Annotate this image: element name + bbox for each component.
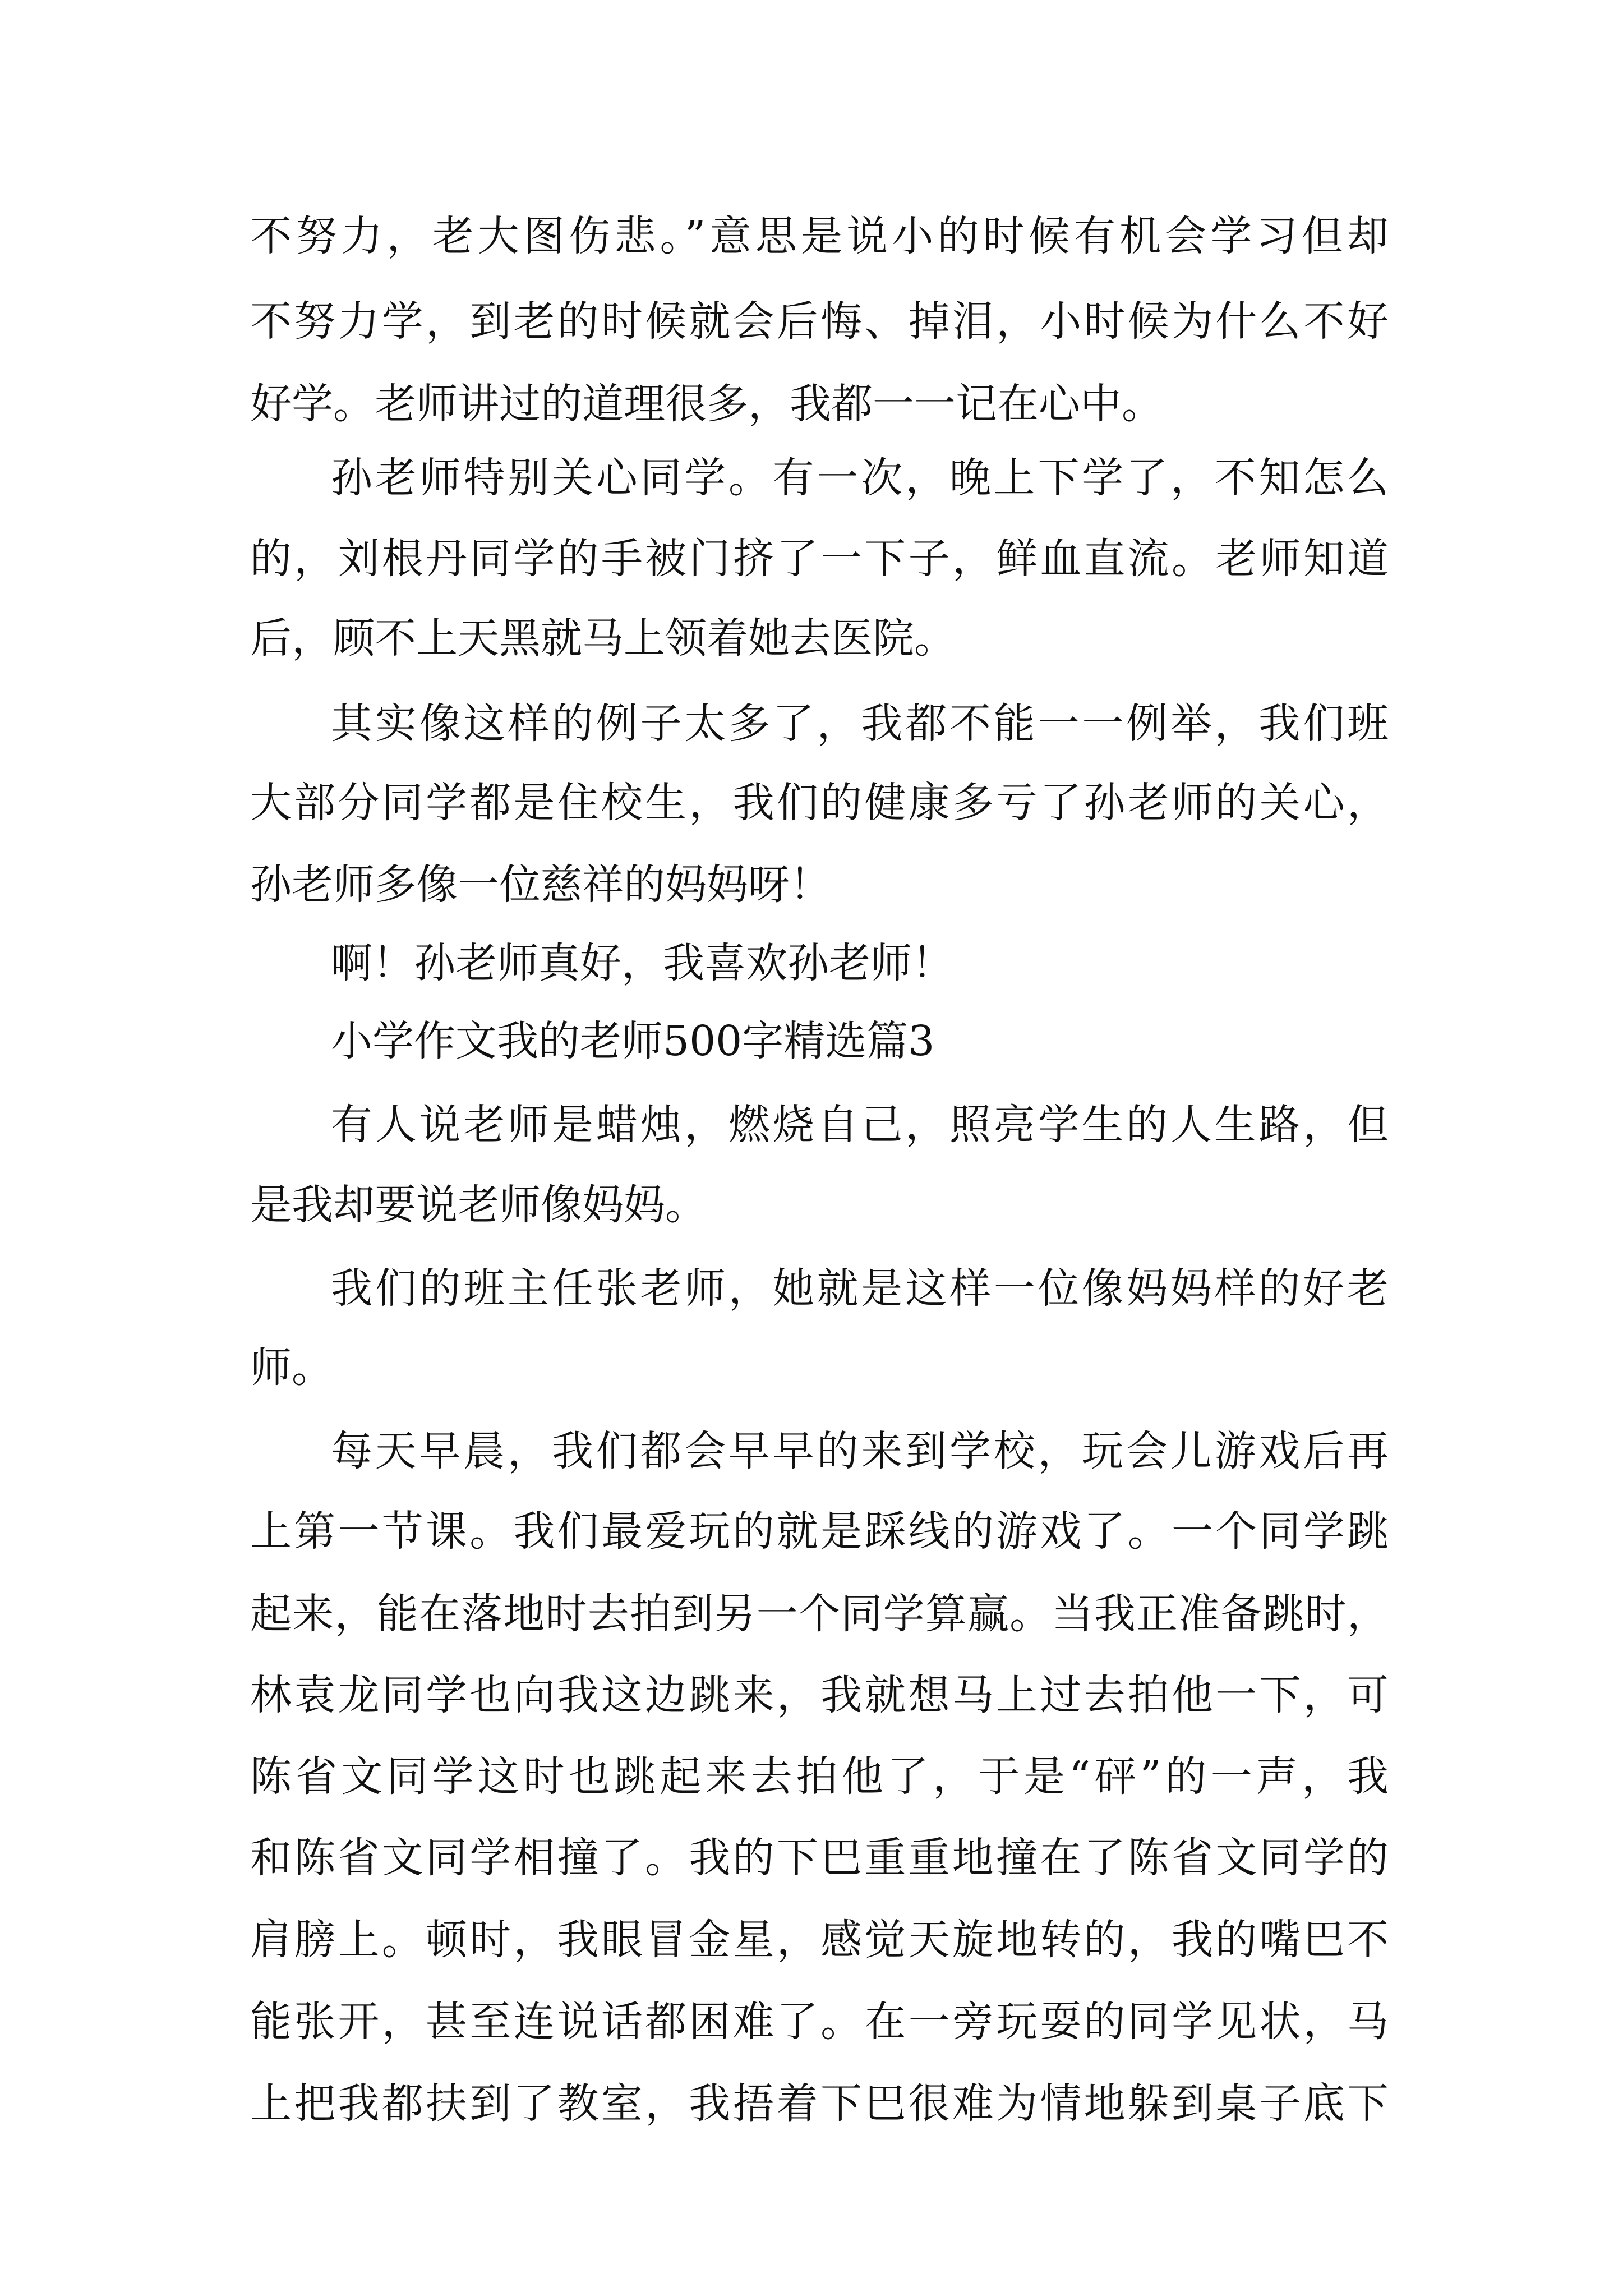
section-heading: 小学作文我的老师500字精选篇3 [331,1017,935,1065]
text-line: 能张开，甚至连说话都困难了。在一旁玩耍的同学见状，马 [250,1998,1389,2046]
text-line: 的，刘根丹同学的手被门挤了一下子，鲜血直流。老师知道 [250,535,1389,583]
text-line: 大部分同学都是住校生，我们的健康多亏了孙老师的关心， [250,779,1389,827]
text-line: 和陈省文同学相撞了。我的下巴重重地撞在了陈省文同学的 [250,1834,1389,1882]
text-line: 上第一节课。我们最爱玩的就是踩线的游戏了。一个同学跳 [250,1507,1389,1556]
text-line: 师。 [250,1343,333,1392]
text-line: 上把我都扶到了教室，我捂着下巴很难为情地躲到桌子底下 [250,2079,1389,2128]
paragraph-first-line: 孙老师特别关心同学。有一次，晚上下学了，不知怎么 [331,454,1389,502]
text-line: 是我却要说老师像妈妈。 [250,1181,707,1229]
paragraph-first-line: 啊！孙老师真好，我喜欢孙老师！ [331,939,953,987]
text-line: 林袁龙同学也向我这边跳来，我就想马上过去拍他一下，可 [250,1671,1389,1719]
text-line: 不努力，老大图伤悲。”意思是说小的时候有机会学习但却 [250,212,1389,260]
paragraph-first-line: 每天早晨，我们都会早早的来到学校，玩会儿游戏后再 [331,1427,1389,1475]
text-line: 陈省文同学这时也跳起来去拍他了，于是“砰”的一声，我 [250,1752,1389,1801]
text-line: 后，顾不上天黑就马上领着她去医院。 [250,614,956,662]
text-line: 好学。老师讲过的道理很多，我都一一记在心中。 [250,380,1163,428]
text-line: 肩膀上。顿时，我眼冒金星，感觉天旋地转的，我的嘴巴不 [250,1916,1389,1964]
text-line: 起来，能在落地时去拍到另一个同学算赢。当我正准备跳时， [250,1590,1389,1638]
text-line: 孙老师多像一位慈祥的妈妈呀！ [250,861,831,909]
text-line: 不努力学，到老的时候就会后悔、掉泪，小时候为什么不好 [250,297,1389,346]
paragraph-first-line: 有人说老师是蜡烛，燃烧自己，照亮学生的人生路，但 [331,1101,1389,1149]
paragraph-first-line: 其实像这样的例子太多了，我都不能一一例举，我们班 [331,700,1389,748]
paragraph-first-line: 我们的班主任张老师，她就是这样一位像妈妈样的好老 [331,1264,1389,1313]
